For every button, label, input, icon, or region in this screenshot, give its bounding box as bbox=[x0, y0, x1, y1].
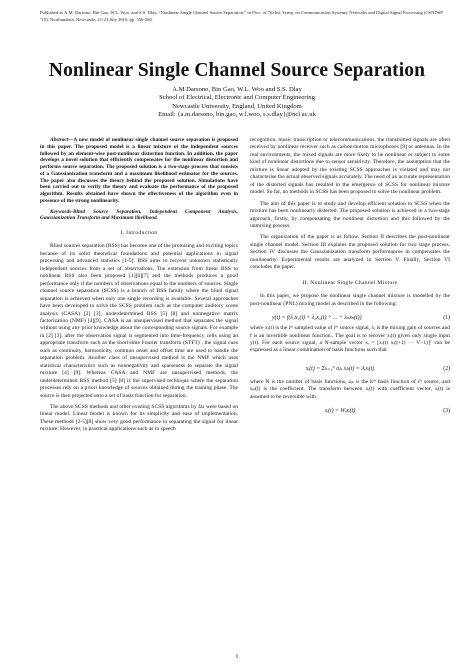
intro-paragraph-2: The above SCSS methods and other existing SCSS algorithms by far were based on linear model. Linear model is known for its simplicity and ease of implementation. These methods [2-5][8] show very good performance in separating the signal for linear mixture. However, in practical applications such as in speech bbox=[40, 403, 238, 433]
intro-paragraph-1: Blind sources separation (BSS) has become one of the promising and exciting topics because of its solid theoretical foundations and potential applications in signal processing and advanced statistics [1-5]. BSS aims to recover unknown statistically independent sources from a set of observations. The extension from linear BSS to nonlinear BSS also been proposed [1][6][7] and the methods produces a good performance only if the numbers of observations equal to the numbers of sources. Single channel source separation (SCSS) is a branch of BSS family where the blind signal separation is achieved when only one single recording is available. Several approaches have been developed to solve the SCSS problem such as the computer auditory scene analysis (CASA) [2] [3], underdetermined BSS [5] [8] and nonnegative matrix factorization (NMF) [4][9]. CASA is an unsupervised method that separates the signal without using any prior knowledge about the corresponding source signals. For example in [2] [3], after the observation signal is segmented into time-frequency cells using an appropriate transform such as the short-time Fourier transform (STFT) , the signal cues such as continuity, harmonicity, common onset and offset time are used to handle the separation problem. Another class of unsupervised method is the NMF which uses statistical characteristics such as nonnegativity and sparseness to separate the signal mixture [4] [9]. Whereas CASA and NMF are unsupervised methods, the underdetermined BSS method [5] [8] is the supervised technique where the separation processes rely on a priori knowledge of sources obtained during the training phase. The source is then projected onto a set of basis function for separation. bbox=[40, 243, 238, 399]
paper-title: Nonlinear Single Channel Source Separation bbox=[48, 60, 426, 81]
email: Email: {a.m.darsono, bin.gao, w.l.woo, s.s.dlay}@ncl.ac.uk bbox=[158, 111, 316, 119]
model-paragraph-3: where N is the number of basis functions, aᵢₖ is the kᵗʰ basis function of iᵗʰ source, and sᵢₖ(t) is the coefficient. The transform between xᵢ(t) with coefficient vector, sᵢ(t) is assumed to be reversible with bbox=[250, 378, 450, 400]
author-block bbox=[0, 86, 474, 120]
equation-2-expression: xᵢ(t) = Σₖ₌₁ᴺ aᵢₖ sᵢₖ(t) = Aᵢsᵢ(t) bbox=[305, 365, 375, 372]
publication-note: Published as A.M. Darsono, Bin Gao, W.L. Woo, and S.S. Dlay, “Nonlinear Single Channel Source Separation,” in Proc. of 7th Int. Symp. on Communication Systems, Networks and Digital Signal Processing (CSNDSP ’10), Northumbria, Newcastle, 21-23 July 2010, pp. 556-560. bbox=[40, 10, 443, 22]
equation-2-number: (2) bbox=[443, 365, 450, 372]
left-column bbox=[40, 137, 238, 438]
equation-3-expression: sᵢ(t) = Wᵢxᵢ(t) bbox=[324, 408, 356, 415]
model-paragraph-2: where xᵢ(t) is the iᵗʰ sampled value of iᵗʰ source signal, λᵢ is the mixing gain of sources and f is an invertible nonlinear function.. The goal is to recover xᵢ(t) given only single input y(t). For each source signal, a N-sample vector xᵢ = [xᵢ(t) xᵢ(t+1) ··· V−1)]ᵀ can be expressed as a linear combination of basis functions such that bbox=[250, 325, 450, 354]
equation-2 bbox=[250, 359, 450, 379]
equation-1-number: (1) bbox=[443, 315, 450, 322]
equation-1 bbox=[250, 312, 450, 325]
equation-3 bbox=[250, 405, 450, 418]
page-number: 1 bbox=[235, 654, 239, 660]
keywords: Keywords-Blind Source Separation, Independent Component Analysis, Gaussianization Transform and Maximum likelihood. bbox=[40, 208, 238, 222]
abstract bbox=[40, 137, 238, 205]
equation-3-number: (3) bbox=[443, 408, 450, 415]
abstract-label: Abstract bbox=[50, 137, 69, 143]
intro-paragraph-3: recognition, music transcription or telecommunications, the transmitted signals are often received by nonlinear receiver such as carbon-button microphones [9] or antennas. In the real environments, the mixed signals are more likely to be nonlinear or subject to some kind of nonlinear distortions due to sensor sensitivity. Therefore, the assumption that the mixture is linear adopted by the existing SCSS approaches is violated and may not characterise the actual observed signals accurately. The need of an accurate representation of the distorted signals has resulted in the emergence of SCSS for nonlinear mixture model. So far, no methods in SCSS has been proposed to solve the nonlinear problem. bbox=[250, 137, 450, 196]
model-paragraph-1: In this paper, we propose the nonlinear single channel mixture is modelled by the post-nonlinear (PNL) mixing model as described in the following: bbox=[250, 293, 450, 307]
section-1-heading: I. Introduction bbox=[120, 230, 158, 236]
equation-1-expression: y(t) = f(λ₁x₁(t) + λ₂x₂(t) + ... + λₙxₙ(t)) bbox=[272, 315, 362, 322]
abstract-text: —A new model of nonlinear single channel source separation is proposed in this paper. The proposed model is a linear mixture of the independent sources followed by an element-wise post-nonlinear distortion function. In addition, the paper develops a novel solution that efficiently compensates for the nonlinear distortion and performs source separation. The proposed solution is a two-stage process that consists of a Gaussianization transform and a maximum likelihood estimator for the sources. The paper also discusses the theory behind the proposed solution. Simulations have been carried out to verify the theory and evaluate the performance of the proposed algorithm. Results obtained have shown the effectiveness of the algorithm even in presence of the strong nonlinearity. bbox=[40, 137, 238, 204]
authors: A.M Darsono, Bin Gao, W.L. Woo and S.S. Dlay bbox=[172, 86, 302, 93]
intro-paragraph-4: The aim of this paper is to study and develop efficient solution to SCSS when the mixture has been nonlinearly distorted. The proposed solution is achieved in a two-stage approach, firstly, by compensating the nonlinear distortion and this followed by the unmixing process. bbox=[250, 200, 450, 229]
affiliation-2: Newcastle University, England, United Kingdom bbox=[172, 102, 302, 110]
affiliation-1: School of Electrical, Electronic and Computer Engineering bbox=[159, 94, 315, 102]
right-column bbox=[250, 137, 450, 418]
intro-paragraph-5: The organization of the paper is as follow. Section II describes the post-nonlinear single channel model. Section III explains the proposed solution for two stage process. Section IV discusses the Gaussianization transform performances in compensates the nonlinearity. Experimental results are analyzed in Section V. Finally, Section VI concludes the paper. bbox=[250, 234, 450, 271]
section-2-heading: II. Nonlinear Single Channel Mixture bbox=[302, 279, 398, 286]
